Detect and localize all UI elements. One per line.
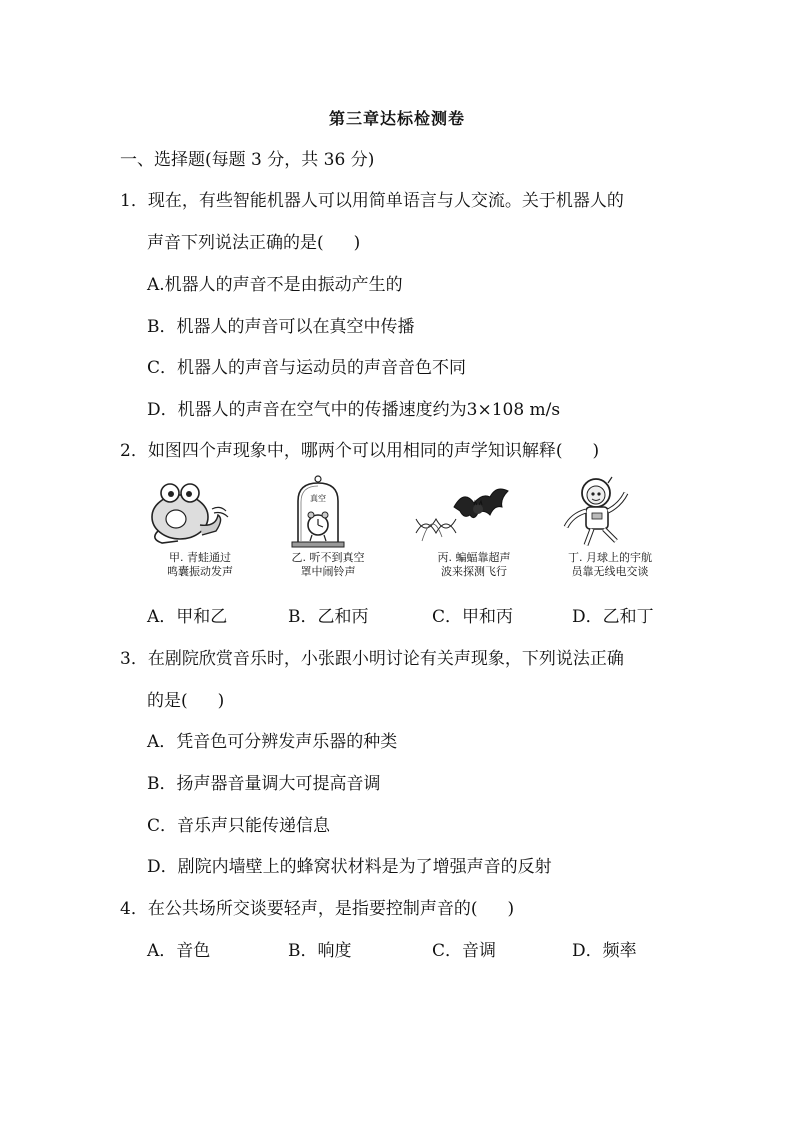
question-4-option-b: B．响度	[288, 941, 352, 961]
question-2-option-d: D．乙和丁	[572, 607, 654, 627]
figure-frog-caption-1: 甲. 青蛙通过	[169, 551, 231, 564]
question-3-option-c: C．音乐声只能传递信息	[147, 816, 331, 836]
question-1-text-cont: 声音下列说法正确的是( )	[147, 233, 361, 253]
question-4-text: 4．在公共场所交谈要轻声，是指要控制声音的( )	[120, 899, 515, 919]
question-2-option-c: C．甲和丙	[432, 607, 514, 627]
bell-jar-icon	[268, 475, 368, 549]
question-3-option-b: B．扬声器音量调大可提高音调	[147, 774, 381, 794]
figure-astronaut	[550, 475, 670, 587]
figure-bell-jar-caption-2: 罩中闹铃声	[300, 565, 356, 578]
section-heading: 一、选择题(每题 3 分，共 36 分)	[120, 150, 375, 170]
astronaut-icon	[550, 475, 650, 549]
figure-frog	[140, 475, 260, 587]
question-1-option-d: D．机器人的声音在空气中的传播速度约为3×108 m/s	[147, 400, 561, 420]
question-2-option-a: A．甲和乙	[147, 607, 228, 627]
figure-bell-jar-caption-1: 乙. 听不到真空	[291, 551, 365, 564]
figure-bat-caption-1: 丙. 蝙蝠靠超声	[437, 551, 511, 564]
question-1-option-a: A.机器人的声音不是由振动产生的	[147, 275, 403, 295]
question-4-option-c: C．音调	[432, 941, 497, 961]
figure-astronaut-caption-1: 丁. 月球上的宇航	[568, 551, 652, 564]
question-1-option-c: C．机器人的声音与运动员的声音音色不同	[147, 358, 467, 378]
figure-bat-caption-2: 波来探测飞行	[441, 565, 507, 578]
question-1-option-b: B．机器人的声音可以在真空中传播	[147, 317, 415, 337]
question-3-option-a: A．凭音色可分辨发声乐器的种类	[147, 732, 398, 752]
bat-icon	[414, 475, 514, 549]
question-3-text: 3．在剧院欣赏音乐时，小张跟小明讨论有关声现象，下列说法正确	[120, 649, 624, 669]
figure-bat	[414, 475, 534, 587]
figure-frog-caption-2: 鸣囊振动发声	[167, 565, 233, 578]
question-3-option-d: D．剧院内墙壁上的蜂窝状材料是为了增强声音的反射	[147, 857, 552, 877]
question-4-option-a: A．音色	[147, 941, 211, 961]
figure-bell-jar	[268, 475, 388, 587]
figure-astronaut-caption-2: 员靠无线电交谈	[571, 565, 649, 578]
page-title: 第三章达标检测卷	[328, 109, 465, 128]
question-2-option-b: B．乙和丙	[288, 607, 369, 627]
question-3-text-cont: 的是( )	[147, 691, 225, 711]
vacuum-label: 真空	[310, 494, 326, 503]
question-2-text: 2．如图四个声现象中，哪两个可以用相同的声学知识解释( )	[120, 441, 600, 461]
question-1-text: 1．现在，有些智能机器人可以用简单语言与人交流。关于机器人的	[120, 191, 624, 211]
frog-icon	[140, 475, 240, 549]
question-4-option-d: D．频率	[572, 941, 637, 961]
